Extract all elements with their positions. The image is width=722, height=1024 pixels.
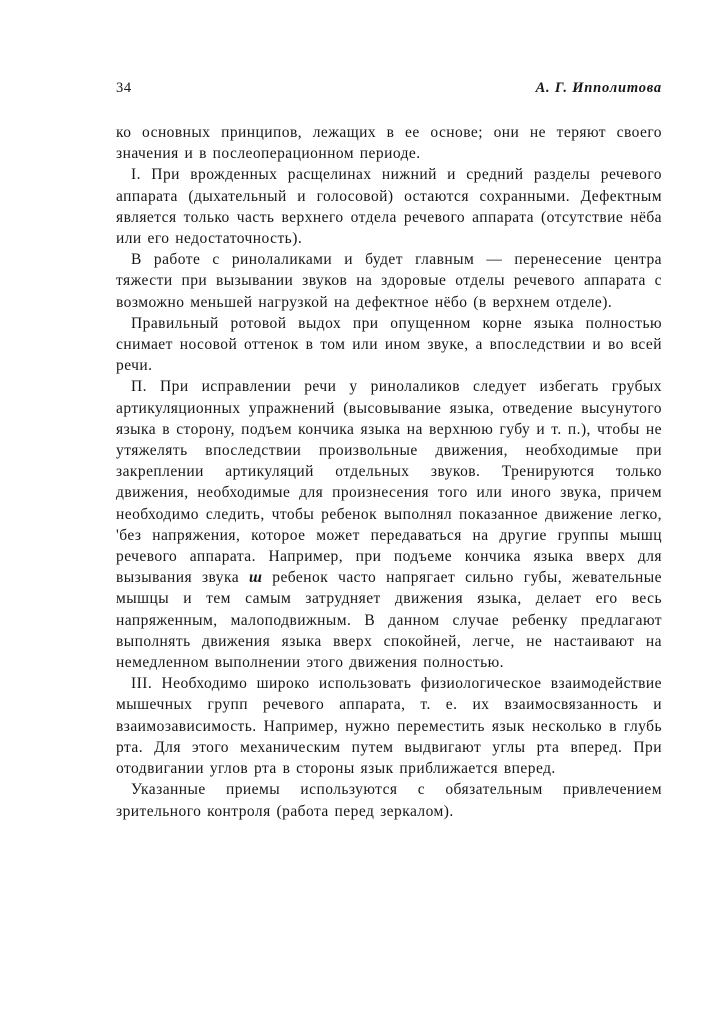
running-head-author: А. Г. Ипполитова: [535, 80, 662, 96]
text-run: Указанные приемы используются с обязательным привлечением зрительного контроля (работа перед зеркалом).: [116, 781, 662, 820]
text-run: I. При врожденных расщелинах нижний и средний разделы речевого аппарата (дыхательный и голосовой) остаются сохранными. Дефектным является только часть верхнего отдела речевого аппарата (отсутствие нёба или его недостаточность).: [116, 166, 662, 248]
text-run: III. Необходимо широко использовать физиологическое взаимодействие мышечных групп речевого аппарата, т. е. их взаимосвязанность и взаимозависимость. Например, нужно переместить язык несколько в глубь рта. Для этого механическим путем выдвигают углы рта вперед. При отодвигании углов рта в стороны язык приближается вперед.: [116, 675, 662, 778]
paragraph: [116, 673, 662, 779]
text-run: В работе с ринолаликами и будет главным — перенесение центра тяжести при вызывании звуков на здоровые отделы речевого аппарата с возможно меньшей нагрузкой на дефектное нёбо (в верхнем отделе).: [116, 251, 662, 311]
paragraph: [116, 313, 662, 377]
text-run: ребенок часто напрягает сильно губы, жевательные мышцы и тем самым затрудняет движения языка, делает его весь напряженным, малоподвижным. В данном случае ребенку предлагают выполнять движения языка вверх спокойней, легче, не настаивают на немедленном выполнении этого движения полностью.: [116, 569, 662, 672]
page-body-text: [116, 122, 662, 822]
paragraph: [116, 376, 662, 673]
text-run: П. При исправлении речи у ринолаликов следует избегать грубых артикуляционных упражнений (высовывание языка, отведение высунутого языка в сторону, подъем кончика языка на верхнюю губу и т. п.), чтобы не утяжелять впоследствии произвольные движения, необходимые при закреплении артикуляций отдельных звуков. Тренируются только движения, необходимые для произнесения того или иного звука, причем необходимо следить, чтобы ребенок выполнял показанное движение легко, 'без напряжения, которое может передаваться на другие группы мышц речевого аппарата. Например, при подъеме кончика языка вверх для вызывания звука: [116, 378, 662, 587]
paragraph: [116, 779, 662, 821]
paragraph: [116, 122, 662, 164]
paragraph: [116, 164, 662, 249]
paragraph: [116, 249, 662, 313]
running-head: [116, 80, 662, 97]
emphasized-letter: ш: [248, 569, 263, 587]
text-run: ко основных принципов, лежащих в ее основе; они не теряют своего значения и в послеоперационном периоде.: [116, 124, 662, 163]
text-run: Правильный ротовой выдох при опущенном корне языка полностью снимает носовой оттенок в том или ином звуке, а впоследствии и во всей речи.: [116, 314, 662, 375]
page-number: 34: [116, 80, 132, 96]
